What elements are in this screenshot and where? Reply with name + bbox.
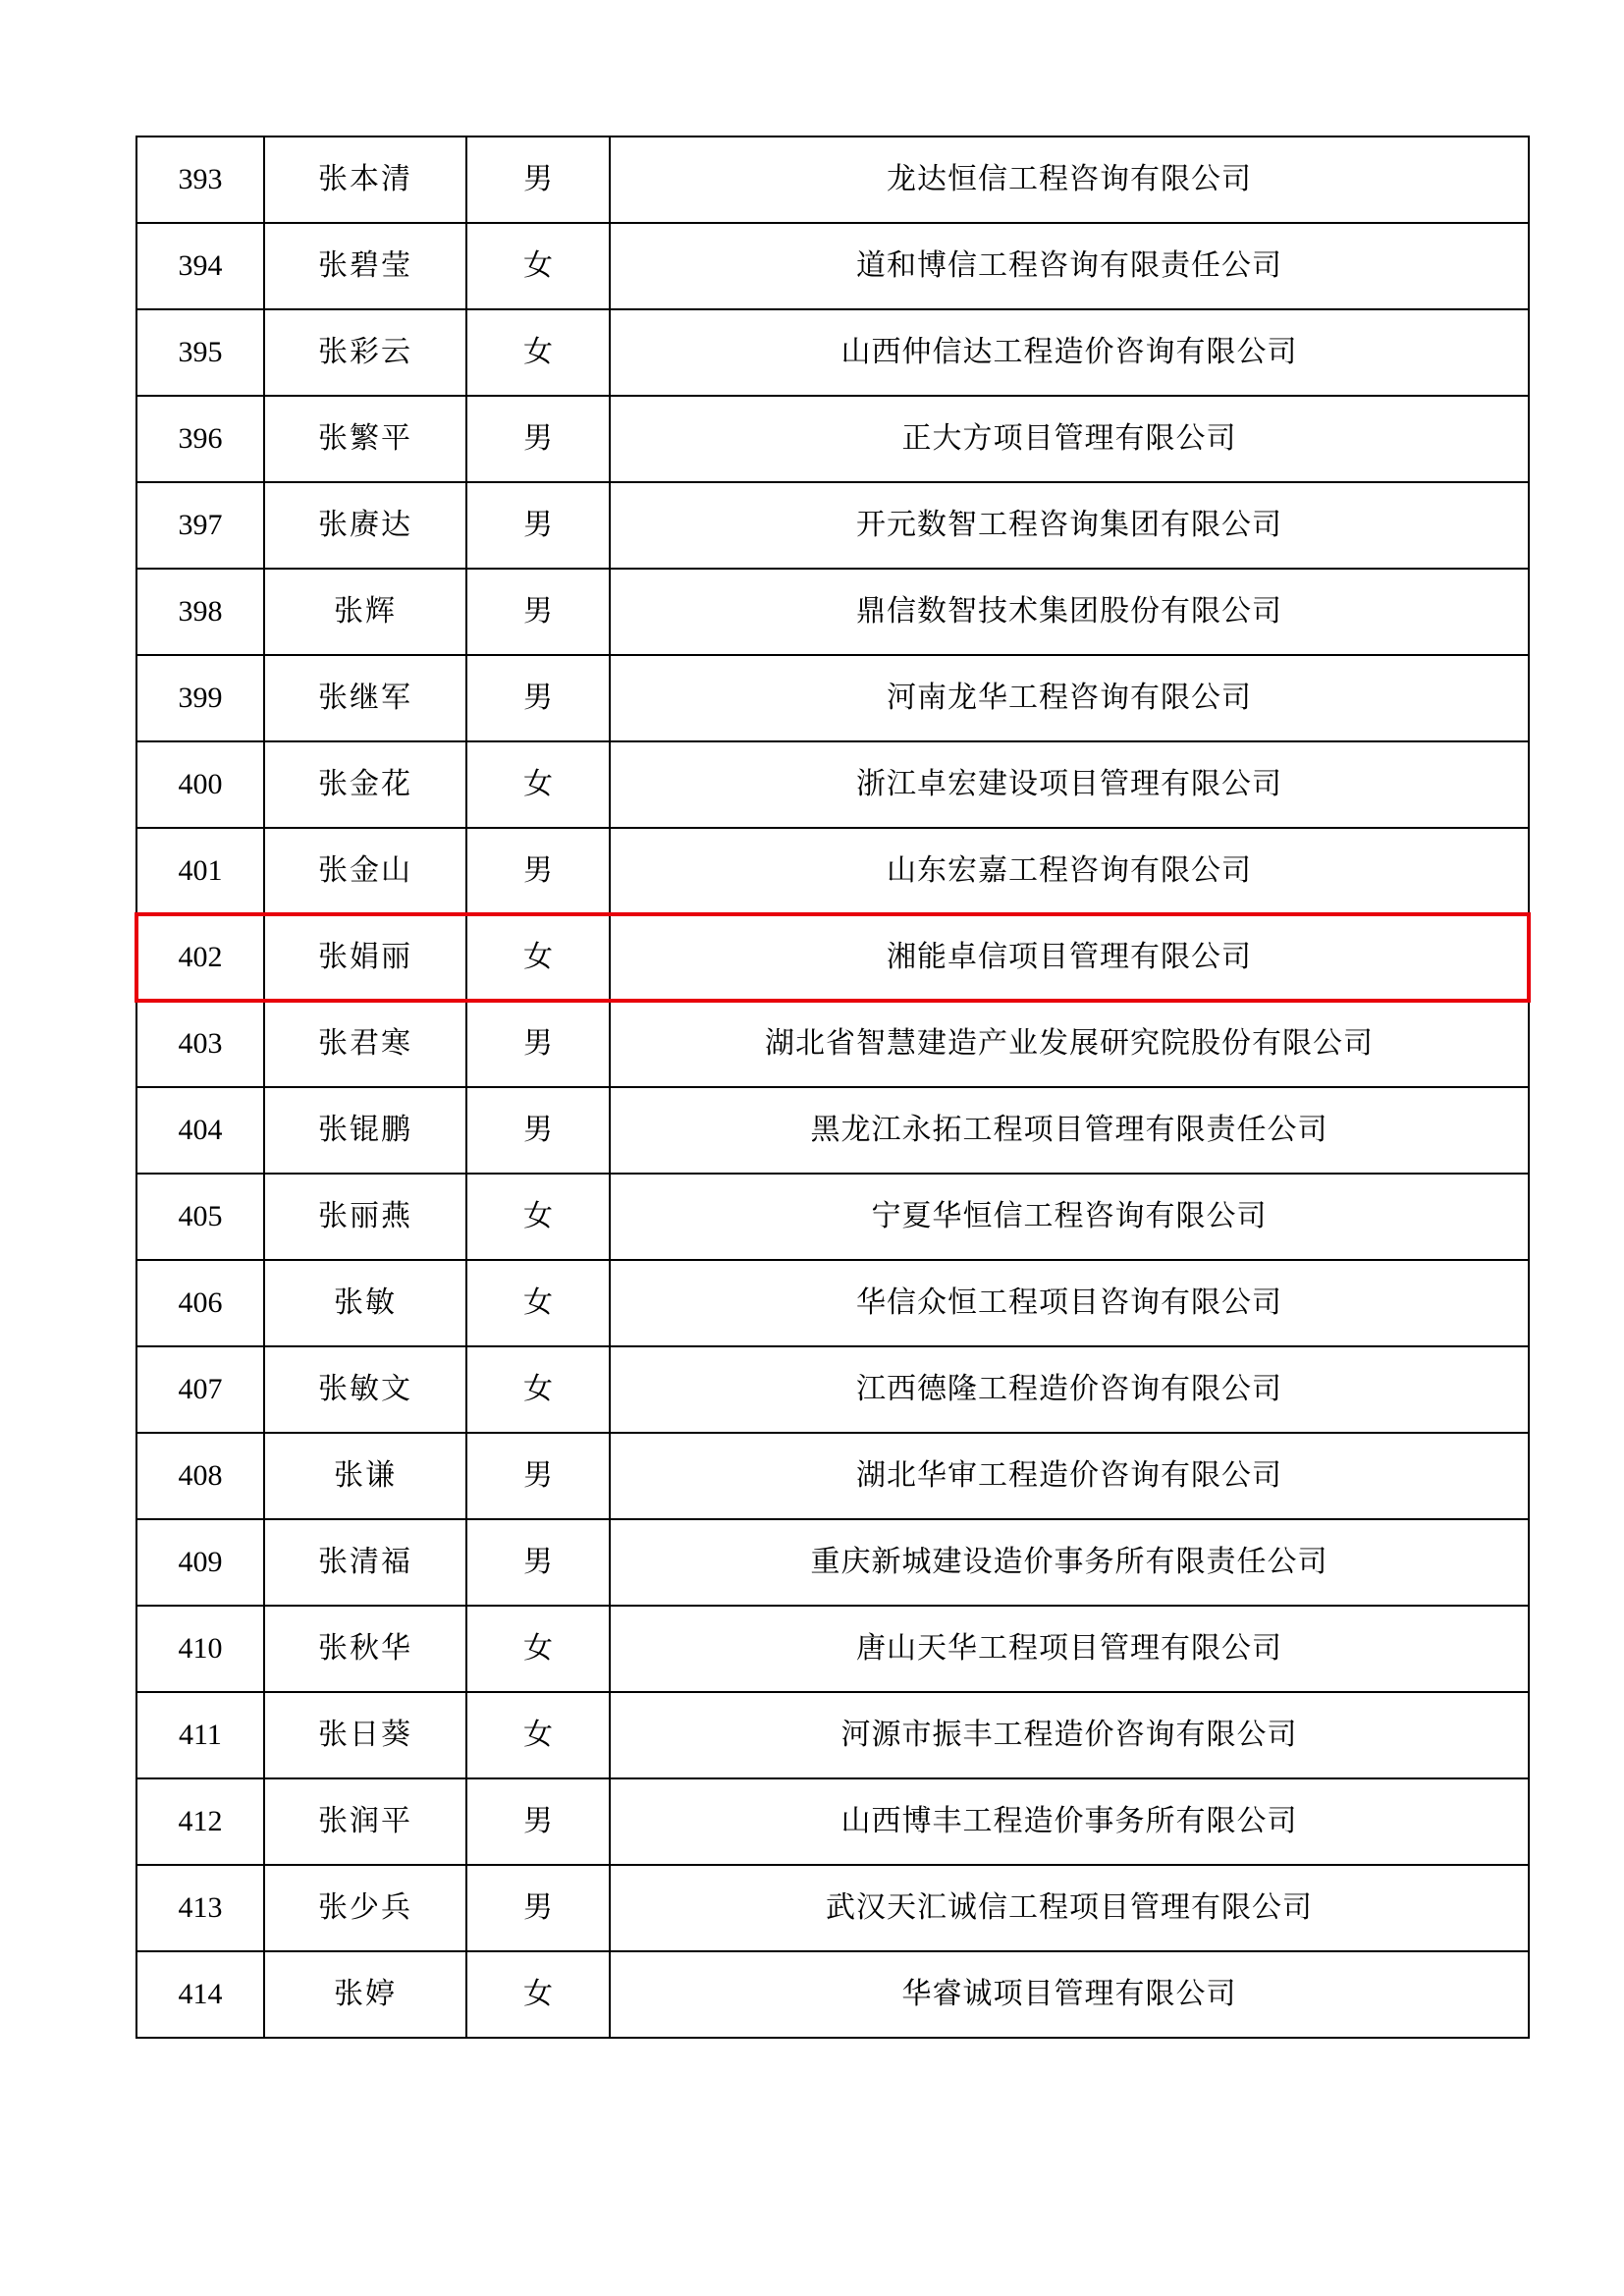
table-row <box>136 741 1529 828</box>
cell-no: 399 <box>136 655 264 741</box>
cell-sex: 女 <box>466 1951 610 2038</box>
cell-no: 395 <box>136 309 264 396</box>
cell-no: 411 <box>136 1692 264 1778</box>
table-row <box>136 569 1529 655</box>
cell-sex: 男 <box>466 1865 610 1951</box>
cell-name: 张清福 <box>264 1519 466 1606</box>
cell-no: 400 <box>136 741 264 828</box>
cell-no: 407 <box>136 1346 264 1433</box>
cell-sex: 女 <box>466 1260 610 1346</box>
cell-org: 龙达恒信工程咨询有限公司 <box>610 137 1529 223</box>
cell-org: 鼎信数智技术集团股份有限公司 <box>610 569 1529 655</box>
table-row <box>136 1606 1529 1692</box>
cell-no: 405 <box>136 1174 264 1260</box>
cell-name: 张继军 <box>264 655 466 741</box>
cell-name: 张金花 <box>264 741 466 828</box>
cell-org: 华睿诚项目管理有限公司 <box>610 1951 1529 2038</box>
roster-table-body <box>136 137 1529 2038</box>
cell-no: 404 <box>136 1087 264 1174</box>
cell-name: 张秋华 <box>264 1606 466 1692</box>
cell-org: 道和博信工程咨询有限责任公司 <box>610 223 1529 309</box>
cell-sex: 女 <box>466 741 610 828</box>
cell-org: 华信众恒工程项目咨询有限公司 <box>610 1260 1529 1346</box>
cell-name: 张碧莹 <box>264 223 466 309</box>
table-row <box>136 1260 1529 1346</box>
cell-no: 406 <box>136 1260 264 1346</box>
table-row <box>136 1865 1529 1951</box>
cell-org: 浙江卓宏建设项目管理有限公司 <box>610 741 1529 828</box>
cell-sex: 男 <box>466 1433 610 1519</box>
table-row <box>136 1433 1529 1519</box>
cell-sex: 女 <box>466 914 610 1001</box>
cell-org: 湖北华审工程造价咨询有限公司 <box>610 1433 1529 1519</box>
table-row <box>136 1951 1529 2038</box>
cell-org: 山西仲信达工程造价咨询有限公司 <box>610 309 1529 396</box>
table-row <box>136 223 1529 309</box>
cell-name: 张彩云 <box>264 309 466 396</box>
cell-name: 张谦 <box>264 1433 466 1519</box>
cell-org: 黑龙江永拓工程项目管理有限责任公司 <box>610 1087 1529 1174</box>
cell-no: 408 <box>136 1433 264 1519</box>
cell-name: 张敏 <box>264 1260 466 1346</box>
cell-name: 张娟丽 <box>264 914 466 1001</box>
cell-no: 410 <box>136 1606 264 1692</box>
cell-org: 开元数智工程咨询集团有限公司 <box>610 482 1529 569</box>
cell-no: 397 <box>136 482 264 569</box>
table-row <box>136 655 1529 741</box>
cell-org: 重庆新城建设造价事务所有限责任公司 <box>610 1519 1529 1606</box>
cell-no: 413 <box>136 1865 264 1951</box>
roster-table-container <box>135 136 1489 2039</box>
cell-org: 山东宏嘉工程咨询有限公司 <box>610 828 1529 914</box>
table-row <box>136 1519 1529 1606</box>
cell-org: 河南龙华工程咨询有限公司 <box>610 655 1529 741</box>
cell-name: 张锟鹏 <box>264 1087 466 1174</box>
cell-name: 张金山 <box>264 828 466 914</box>
cell-sex: 女 <box>466 309 610 396</box>
table-row-highlighted <box>136 914 1529 1001</box>
cell-name: 张润平 <box>264 1778 466 1865</box>
cell-no: 414 <box>136 1951 264 2038</box>
table-row <box>136 309 1529 396</box>
cell-sex: 男 <box>466 1778 610 1865</box>
table-row <box>136 482 1529 569</box>
cell-org: 湖北省智慧建造产业发展研究院股份有限公司 <box>610 1001 1529 1087</box>
cell-name: 张本清 <box>264 137 466 223</box>
cell-sex: 男 <box>466 655 610 741</box>
table-row <box>136 1174 1529 1260</box>
cell-org: 正大方项目管理有限公司 <box>610 396 1529 482</box>
cell-no: 401 <box>136 828 264 914</box>
table-row <box>136 1087 1529 1174</box>
cell-org: 宁夏华恒信工程咨询有限公司 <box>610 1174 1529 1260</box>
table-row <box>136 1692 1529 1778</box>
cell-sex: 男 <box>466 482 610 569</box>
cell-org: 湘能卓信项目管理有限公司 <box>610 914 1529 1001</box>
cell-name: 张丽燕 <box>264 1174 466 1260</box>
cell-sex: 男 <box>466 1519 610 1606</box>
cell-sex: 男 <box>466 828 610 914</box>
roster-table <box>135 136 1530 2039</box>
cell-name: 张赓达 <box>264 482 466 569</box>
cell-sex: 女 <box>466 1606 610 1692</box>
cell-sex: 男 <box>466 1087 610 1174</box>
cell-no: 398 <box>136 569 264 655</box>
table-row <box>136 1346 1529 1433</box>
cell-org: 山西博丰工程造价事务所有限公司 <box>610 1778 1529 1865</box>
cell-sex: 女 <box>466 1692 610 1778</box>
cell-name: 张繁平 <box>264 396 466 482</box>
cell-name: 张辉 <box>264 569 466 655</box>
cell-org: 武汉天汇诚信工程项目管理有限公司 <box>610 1865 1529 1951</box>
cell-org: 江西德隆工程造价咨询有限公司 <box>610 1346 1529 1433</box>
table-row <box>136 828 1529 914</box>
cell-no: 409 <box>136 1519 264 1606</box>
table-row <box>136 137 1529 223</box>
table-row <box>136 1778 1529 1865</box>
cell-sex: 女 <box>466 1174 610 1260</box>
table-row <box>136 396 1529 482</box>
cell-sex: 女 <box>466 1346 610 1433</box>
cell-sex: 男 <box>466 396 610 482</box>
cell-no: 396 <box>136 396 264 482</box>
cell-name: 张日葵 <box>264 1692 466 1778</box>
table-row <box>136 1001 1529 1087</box>
cell-no: 393 <box>136 137 264 223</box>
cell-org: 河源市振丰工程造价咨询有限公司 <box>610 1692 1529 1778</box>
cell-sex: 女 <box>466 223 610 309</box>
cell-name: 张敏文 <box>264 1346 466 1433</box>
cell-sex: 男 <box>466 569 610 655</box>
cell-sex: 男 <box>466 137 610 223</box>
cell-name: 张少兵 <box>264 1865 466 1951</box>
cell-no: 412 <box>136 1778 264 1865</box>
cell-org: 唐山天华工程项目管理有限公司 <box>610 1606 1529 1692</box>
cell-no: 402 <box>136 914 264 1001</box>
cell-name: 张君寒 <box>264 1001 466 1087</box>
cell-name: 张婷 <box>264 1951 466 2038</box>
cell-sex: 男 <box>466 1001 610 1087</box>
cell-no: 403 <box>136 1001 264 1087</box>
cell-no: 394 <box>136 223 264 309</box>
